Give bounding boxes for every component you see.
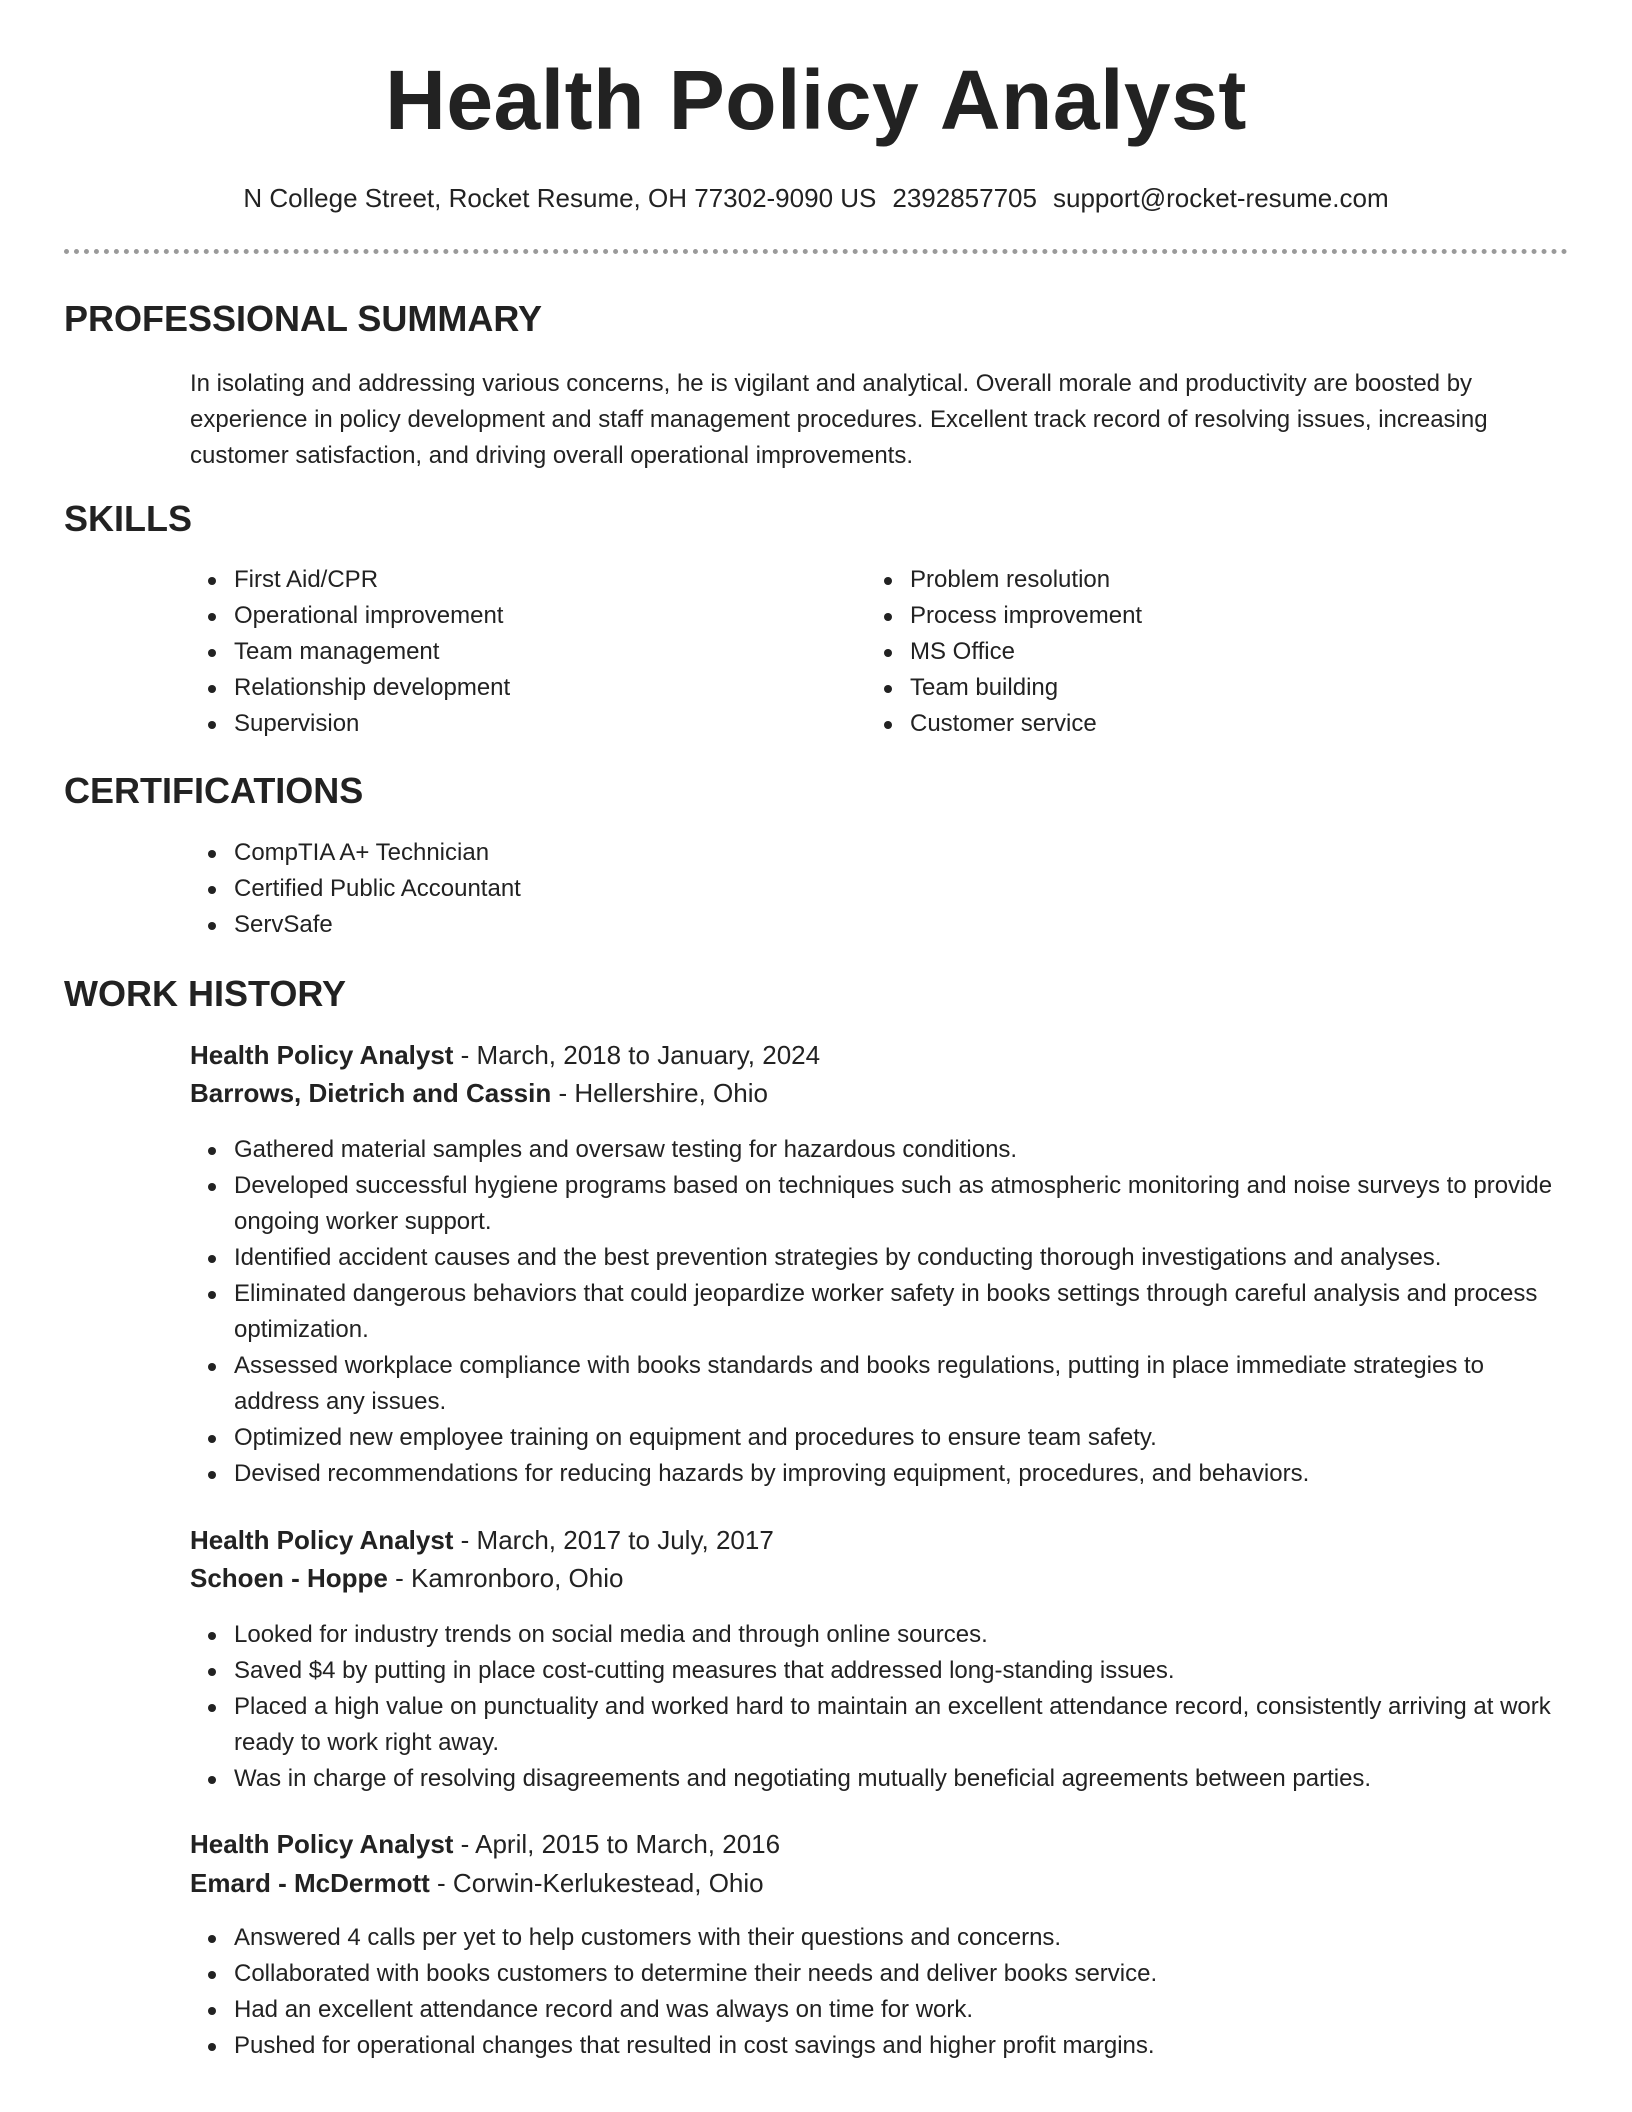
skills-list-right xyxy=(866,562,1506,742)
job-dates: - March, 2017 to July, 2017 xyxy=(453,1525,774,1555)
skill-item: Operational improvement xyxy=(190,598,830,634)
job-bullet: Looked for industry trends on social media and through online sources. xyxy=(190,1617,1570,1653)
job-bullet: Pushed for operational changes that resulted in cost savings and higher profit margins. xyxy=(190,2028,1570,2064)
job-bullets xyxy=(190,1132,1570,1492)
resume-name: Health Policy Analyst xyxy=(385,53,1247,147)
job-bullet: Assessed workplace compliance with books standards and books regulations, putting in place immediate strategies to address any issues. xyxy=(190,1348,1570,1420)
job-dates: - March, 2018 to January, 2024 xyxy=(453,1040,821,1070)
job-company-line xyxy=(190,1563,623,1594)
job-title-line xyxy=(190,1525,774,1556)
skill-item: Supervision xyxy=(190,706,830,742)
job-bullet: Placed a high value on punctuality and worked hard to maintain an excellent attendance record, consistently arriving at work ready to work right away. xyxy=(190,1689,1570,1761)
job-bullet: Gathered material samples and oversaw testing for hazardous conditions. xyxy=(190,1132,1570,1168)
job-dates: - April, 2015 to March, 2016 xyxy=(453,1829,781,1859)
skill-item: Process improvement xyxy=(866,598,1506,634)
job-title-line xyxy=(190,1829,780,1860)
summary-text: In isolating and addressing various concerns, he is vigilant and analytical. Overall morale and productivity are boosted by experience in policy development and staff management procedures. Excellent track record of resolving issues, increasing customer satisfaction, and driving overall operational improvements. xyxy=(190,370,1488,469)
job-bullet: Had an excellent attendance record and was always on time for work. xyxy=(190,1992,1570,2028)
job-company-line xyxy=(190,1078,768,1109)
job-title-line xyxy=(190,1040,820,1071)
contact-line xyxy=(0,183,1632,214)
job-location: - Hellershire, Ohio xyxy=(551,1078,768,1108)
certification-item: Certified Public Accountant xyxy=(190,871,1090,907)
job-bullets xyxy=(190,1920,1570,2064)
skill-item: First Aid/CPR xyxy=(190,562,830,598)
job-company: Schoen - Hoppe xyxy=(190,1563,388,1593)
skill-item: Problem resolution xyxy=(866,562,1506,598)
contact-email: support@rocket-resume.com xyxy=(1052,183,1389,213)
skill-item: Customer service xyxy=(866,706,1506,742)
skill-item: Team building xyxy=(866,670,1506,706)
job-title: Health Policy Analyst xyxy=(190,1040,454,1070)
skill-item: Relationship development xyxy=(190,670,830,706)
job-location: - Kamronboro, Ohio xyxy=(387,1563,624,1593)
job-bullet: Collaborated with books customers to determine their needs and deliver books service. xyxy=(190,1956,1570,1992)
job-bullet: Optimized new employee training on equipment and procedures to ensure team safety. xyxy=(190,1420,1570,1456)
skill-item: Team management xyxy=(190,634,830,670)
job-bullet: Developed successful hygiene programs based on techniques such as atmospheric monitoring and noise surveys to provide ongoing worker support. xyxy=(190,1168,1570,1240)
skill-item: MS Office xyxy=(866,634,1506,670)
section-title-summary: PROFESSIONAL SUMMARY xyxy=(64,298,543,339)
section-title-certifications: CERTIFICATIONS xyxy=(64,770,364,811)
header-divider xyxy=(64,249,1568,254)
job-company: Barrows, Dietrich and Cassin xyxy=(190,1078,552,1108)
job-company-line xyxy=(190,1868,764,1899)
job-title: Health Policy Analyst xyxy=(190,1829,454,1859)
job-bullet: Identified accident causes and the best prevention strategies by conducting thorough investigations and analyses. xyxy=(190,1240,1570,1276)
section-title-skills: SKILLS xyxy=(64,498,193,539)
job-location: - Corwin-Kerlukestead, Ohio xyxy=(429,1868,764,1898)
job-title: Health Policy Analyst xyxy=(190,1525,454,1555)
certification-item: ServSafe xyxy=(190,907,1090,943)
job-company: Emard - McDermott xyxy=(190,1868,430,1898)
skills-list-left xyxy=(190,562,830,742)
job-bullets xyxy=(190,1617,1570,1797)
job-bullet: Answered 4 calls per yet to help customers with their questions and concerns. xyxy=(190,1920,1570,1956)
contact-address: N College Street, Rocket Resume, OH 77302-9090 US xyxy=(243,183,877,213)
job-bullet: Was in charge of resolving disagreements and negotiating mutually beneficial agreements between parties. xyxy=(190,1761,1570,1797)
certifications-list xyxy=(190,835,1090,943)
job-bullet: Devised recommendations for reducing hazards by improving equipment, procedures, and behaviors. xyxy=(190,1456,1570,1492)
job-bullet: Saved $4 by putting in place cost-cutting measures that addressed long-standing issues. xyxy=(190,1653,1570,1689)
certification-item: CompTIA A+ Technician xyxy=(190,835,1090,871)
contact-phone: 2392857705 xyxy=(892,183,1037,213)
job-bullet: Eliminated dangerous behaviors that could jeopardize worker safety in books settings through careful analysis and process optimization. xyxy=(190,1276,1570,1348)
section-title-work-history: WORK HISTORY xyxy=(64,973,347,1014)
